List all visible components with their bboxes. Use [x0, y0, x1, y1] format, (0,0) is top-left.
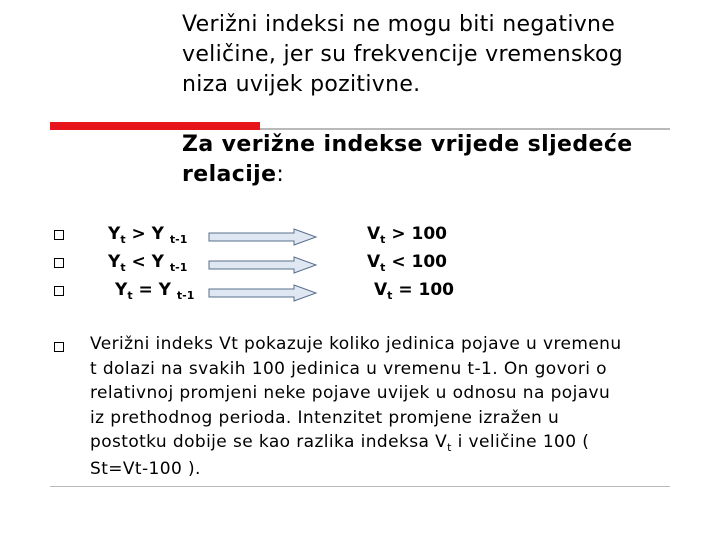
result-relation: < 100 — [391, 252, 448, 272]
relation-lhs-sub: t — [127, 289, 133, 302]
explanation-paragraph — [90, 332, 680, 482]
paragraph-line: iz prethodnog perioda. Intenzitet promjene izražen u — [90, 407, 560, 428]
relation-operator: = — [138, 280, 153, 300]
arrow-right-icon — [208, 284, 318, 302]
bottom-divider — [50, 486, 670, 487]
paragraph-text: postotku dobije se kao razlika indeksa V — [90, 432, 448, 453]
result-sub: t — [387, 289, 393, 302]
heading-word: relacije — [182, 162, 277, 187]
heading-colon: : — [276, 162, 285, 187]
relation-operator: < — [131, 252, 146, 272]
relation-lhs-sub: t — [120, 233, 126, 246]
paragraph-line: relativnoj promjeni neke pojave uvijek u odnosu na pojavu — [90, 383, 611, 404]
result-symbol: V — [374, 280, 388, 300]
relation-rhs-sub: t-1 — [176, 289, 195, 302]
relations-heading — [182, 130, 702, 190]
bullet-icon — [54, 342, 64, 352]
relation-result — [374, 280, 454, 300]
result-relation: > 100 — [391, 224, 448, 244]
result-relation: = 100 — [398, 280, 455, 300]
relation-rhs: Y — [151, 224, 164, 244]
bullet-icon — [54, 258, 64, 268]
paragraph-line — [90, 430, 680, 457]
relation-lhs: Y — [115, 280, 128, 300]
relation-rhs: Y — [151, 252, 164, 272]
result-sub: t — [380, 261, 386, 274]
result-symbol: V — [367, 252, 381, 272]
paragraph-line: Verižni indeks Vt pokazuje koliko jedinica pojave u vremenu — [90, 334, 622, 354]
intro-line: veličine, jer su frekvencije vremenskog — [182, 42, 624, 67]
bullet-icon — [54, 230, 64, 240]
accent-bar — [50, 122, 260, 130]
relation-result — [367, 224, 447, 244]
bullet-icon — [54, 286, 64, 296]
relation-lhs: Y — [108, 252, 121, 272]
relation-operator: > — [131, 224, 146, 244]
relation-row — [115, 280, 194, 300]
heading-line: Za verižne indekse vrijede sljedeće — [182, 132, 633, 157]
arrow-right-icon — [208, 228, 318, 246]
intro-line: Verižni indeksi ne mogu biti negativne — [182, 12, 616, 37]
relation-result — [367, 252, 447, 272]
intro-line: niza uvijek pozitivne. — [182, 72, 421, 97]
relation-row — [108, 224, 187, 244]
paragraph-subscript: t — [447, 441, 452, 455]
paragraph-line: t dolazi na svakih 100 jedinica u vremenu t-1. On govori o — [90, 358, 607, 379]
result-sub: t — [380, 233, 386, 246]
paragraph-line: St=Vt-100 ). — [90, 458, 201, 479]
heading-line-2 — [182, 160, 702, 190]
result-symbol: V — [367, 224, 381, 244]
relation-rhs-sub: t-1 — [169, 261, 188, 274]
relation-rhs: Y — [158, 280, 171, 300]
arrow-right-icon — [208, 256, 318, 274]
relation-lhs-sub: t — [120, 261, 126, 274]
paragraph-text: i veličine 100 ( — [451, 432, 590, 453]
relation-row — [108, 252, 187, 272]
relation-lhs: Y — [108, 224, 121, 244]
intro-text — [182, 10, 702, 100]
relation-rhs-sub: t-1 — [169, 233, 188, 246]
